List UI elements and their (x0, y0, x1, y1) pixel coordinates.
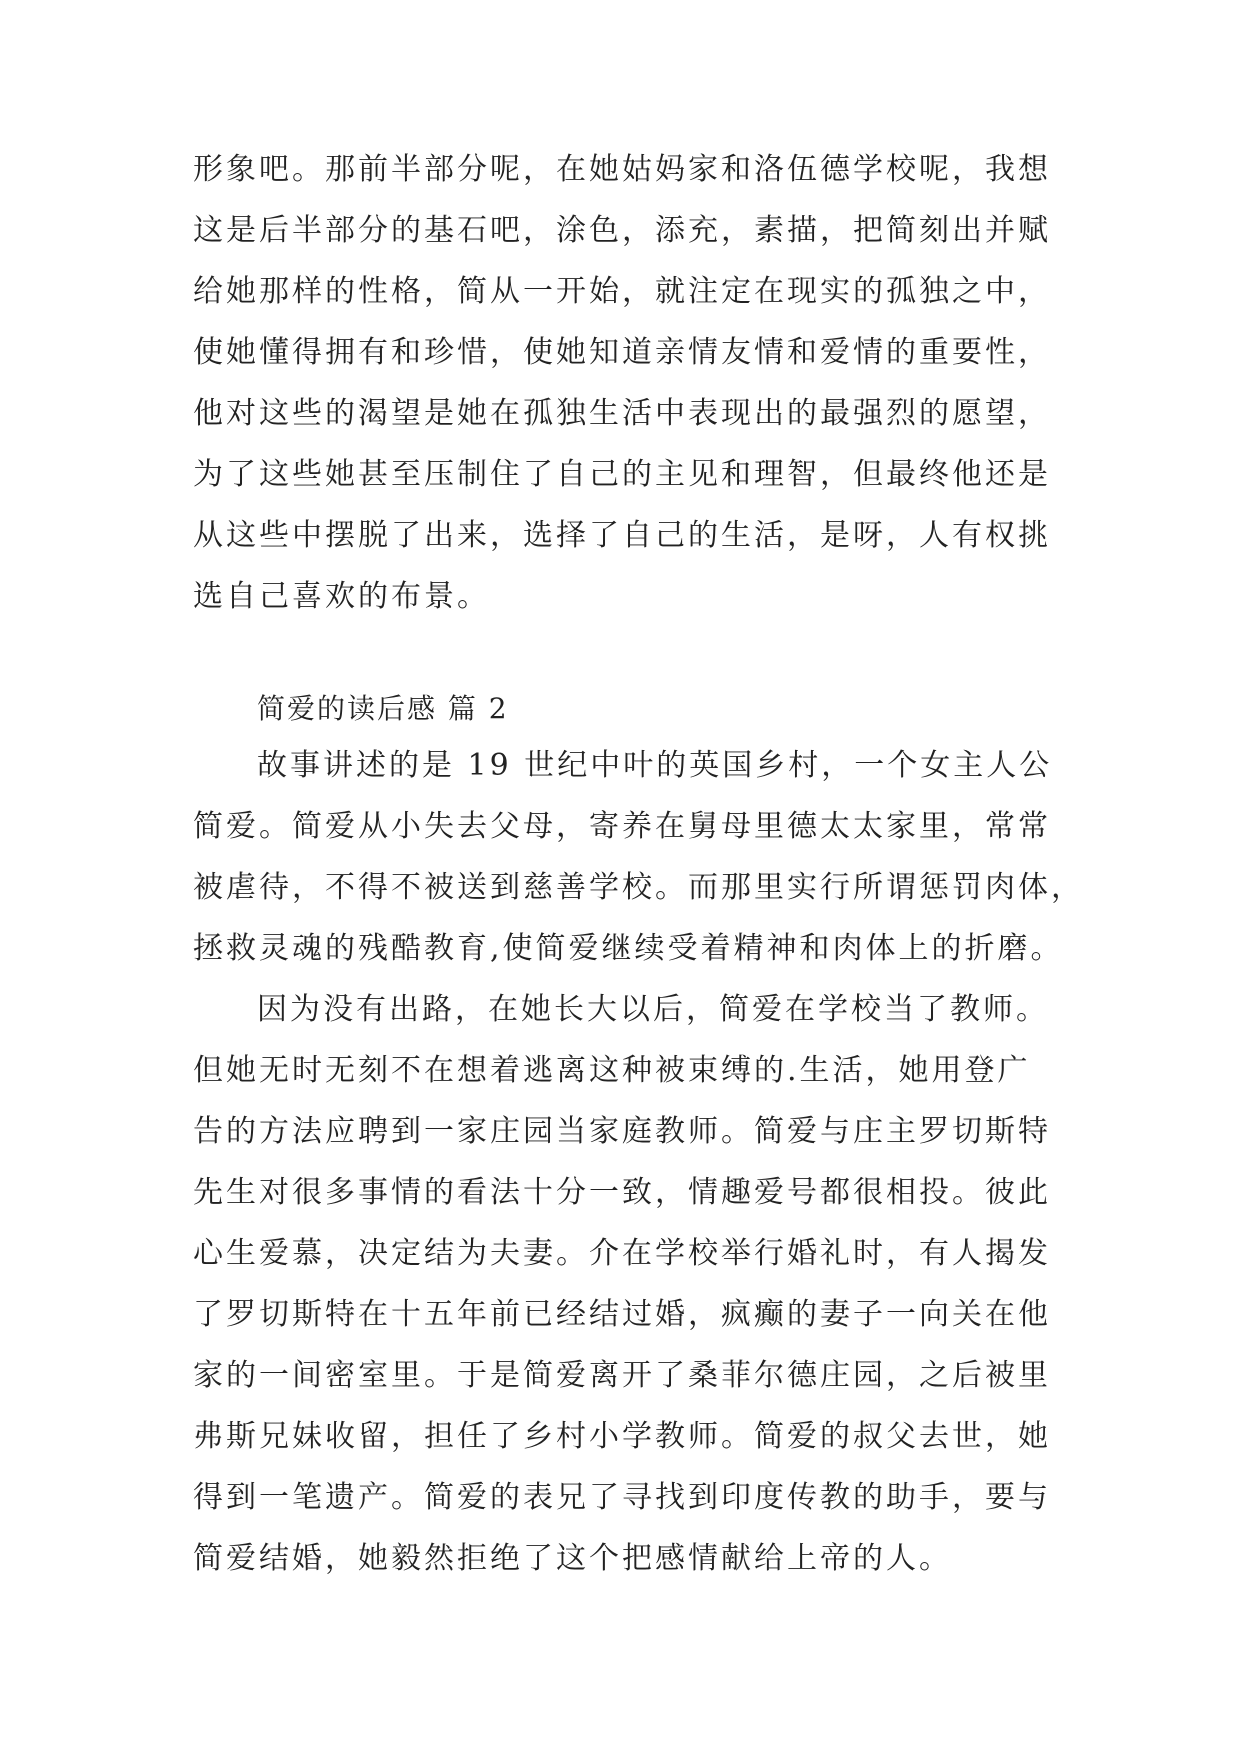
text-line: 但她无时无刻不在想着逃离这种被束缚的.生活，她用登广 (193, 1053, 1031, 1088)
text-line: 被虐待，不得不被送到慈善学校。而那里实行所谓惩罚肉体， (193, 870, 1084, 905)
text-line: 简爱结婚，她毅然拒绝了这个把感情献给上帝的人。 (193, 1541, 952, 1576)
text-line: 因为没有出路，在她长大以后，简爱在学校当了教师。 (257, 992, 1049, 1027)
text-line: 弗斯兄妹收留，担任了乡村小学教师。简爱的叔父去世，她 (193, 1419, 1051, 1454)
text-line: 形象吧。那前半部分呢，在她姑妈家和洛伍德学校呢，我想 (193, 152, 1051, 187)
text-line: 故事讲述的是 19 世纪中叶的英国乡村，一个女主人公 (257, 748, 1053, 783)
text-line: 选自己喜欢的布景。 (193, 579, 490, 614)
text-line: 先生对很多事情的看法十分一致，情趣爱号都很相投。彼此 (193, 1175, 1051, 1210)
text-line: 使她懂得拥有和珍惜，使她知道亲情友情和爱情的重要性， (193, 335, 1051, 370)
text-line: 心生爱慕，决定结为夫妻。介在学校举行婚礼时，有人揭发 (193, 1236, 1051, 1271)
text-line: 告的方法应聘到一家庄园当家庭教师。简爱与庄主罗切斯特 (193, 1114, 1051, 1149)
text-line: 家的一间密室里。于是简爱离开了桑菲尔德庄园，之后被里 (193, 1358, 1051, 1393)
text-line: 他对这些的渴望是她在孤独生活中表现出的最强烈的愿望， (193, 396, 1051, 431)
text-line: 简爱。简爱从小失去父母，寄养在舅母里德太太家里，常常 (193, 809, 1051, 844)
text-line: 为了这些她甚至压制住了自己的主见和理智，但最终他还是 (193, 457, 1051, 492)
text-line: 从这些中摆脱了出来，选择了自己的生活，是呀，人有权挑 (193, 518, 1051, 553)
text-line: 给她那样的性格，简从一开始，就注定在现实的孤独之中， (193, 274, 1051, 309)
text-line: 了罗切斯特在十五年前已经结过婚，疯癫的妻子一向关在他 (193, 1297, 1051, 1332)
section-heading: 简爱的读后感 篇 2 (257, 692, 509, 725)
text-line: 拯救灵魂的残酷教育,使简爱继续受着精神和肉体上的折磨。 (193, 931, 1064, 966)
text-line: 得到一笔遗产。简爱的表兄了寻找到印度传教的助手，要与 (193, 1480, 1051, 1515)
text-line: 这是后半部分的基石吧，涂色，添充，素描，把简刻出并赋 (193, 213, 1051, 248)
